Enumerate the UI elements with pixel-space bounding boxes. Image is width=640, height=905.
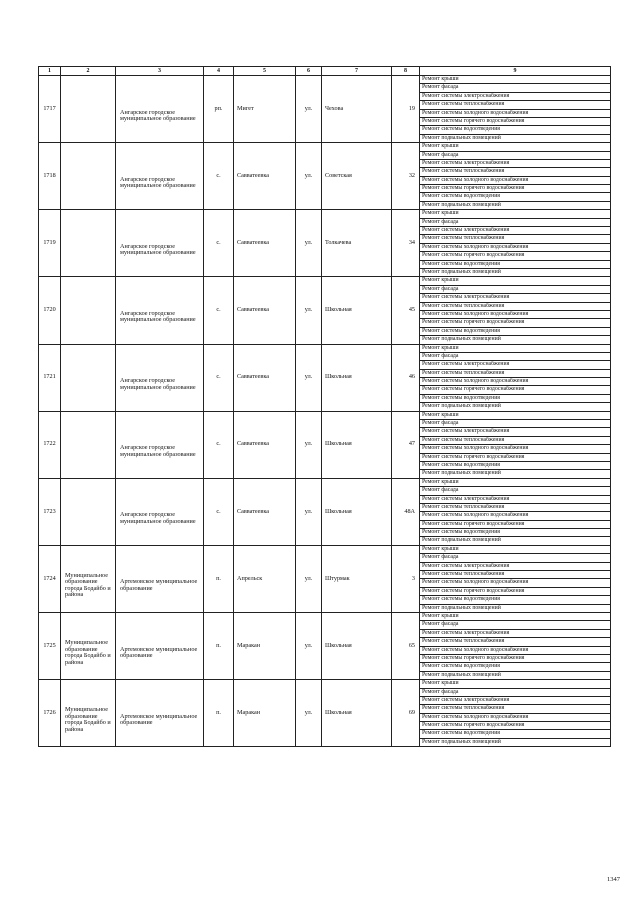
table-row — [39, 411, 611, 478]
district-cell — [61, 344, 116, 411]
work-item: Ремонт системы водоотведения — [420, 193, 610, 201]
work-item: Ремонт системы электроснабжения — [420, 361, 610, 369]
work-item: Ремонт системы электроснабжения — [420, 160, 610, 168]
municipality-cell — [116, 210, 204, 277]
works-cell — [420, 411, 611, 478]
municipality-cell-text: Ангарское городское муниципальное образование — [120, 242, 196, 257]
table-row — [39, 545, 611, 612]
column-header: 7 — [322, 67, 392, 76]
table-row — [39, 344, 611, 411]
house-number-cell: 46 — [392, 344, 420, 411]
settlement-type-cell: п. — [204, 680, 234, 747]
district-cell-text — [65, 102, 115, 116]
work-item: Ремонт подвальных помещений — [422, 134, 501, 141]
work-item: Ремонт фасада — [420, 621, 610, 629]
municipality-cell-text: Ангарское городское муниципальное образование — [120, 377, 196, 391]
work-item: Ремонт крыши — [420, 210, 610, 218]
work-item: Ремонт крыши — [420, 277, 610, 285]
work-item: Ремонт системы теплоснабжения — [420, 168, 610, 176]
district-cell-text — [65, 438, 115, 452]
work-item: Ремонт системы водоотведения — [420, 261, 610, 269]
header-row — [39, 67, 611, 76]
works-cell — [420, 277, 611, 344]
street-type-cell: ул. — [296, 680, 322, 747]
work-item: Ремонт фасада — [420, 219, 610, 227]
settlement-cell: Апрельск — [234, 545, 296, 612]
work-item: Ремонт системы электроснабжения — [420, 563, 610, 571]
work-item: Ремонт системы водоотведения — [420, 529, 610, 537]
district-cell — [61, 143, 116, 210]
municipality-cell-text: Ангарское городское муниципальное образование — [120, 444, 196, 458]
district-cell-text — [65, 371, 115, 385]
work-item: Ремонт системы холодного водоснабжения — [420, 177, 610, 185]
settlement-cell: Савватеевка — [234, 210, 296, 277]
repair-register-table — [38, 66, 611, 747]
work-item: Ремонт подвальных помещений — [422, 537, 501, 544]
settlement-type-cell: с. — [204, 344, 234, 411]
work-item: Ремонт системы теплоснабжения — [420, 437, 610, 445]
work-item: Ремонт системы электроснабжения — [420, 697, 610, 705]
work-item: Ремонт системы холодного водоснабжения — [420, 445, 610, 453]
work-item: Ремонт системы электроснабжения — [420, 428, 610, 436]
municipality-cell — [116, 478, 204, 545]
street-type-cell: ул. — [296, 76, 322, 143]
work-item: Ремонт системы холодного водоснабжения — [420, 714, 610, 722]
street-cell: Школьная — [322, 478, 392, 545]
work-item: Ремонт подвальных помещений — [422, 738, 501, 745]
street-cell: Школьная — [322, 411, 392, 478]
work-item: Ремонт системы горячего водоснабжения — [420, 386, 610, 394]
work-item: Ремонт системы теплоснабжения — [420, 571, 610, 579]
work-item: Ремонт подвальных помещений — [422, 201, 501, 208]
municipality-cell — [116, 411, 204, 478]
work-item: Ремонт системы теплоснабжения — [420, 504, 610, 512]
house-number-cell: 19 — [392, 76, 420, 143]
settlement-type-cell: с. — [204, 143, 234, 210]
row-number: 1717 — [39, 76, 61, 143]
work-item: Ремонт системы электроснабжения — [420, 93, 610, 101]
work-item: Ремонт фасада — [420, 554, 610, 562]
work-item: Ремонт крыши — [420, 345, 610, 353]
street-type-cell: ул. — [296, 478, 322, 545]
work-item: Ремонт системы электроснабжения — [420, 630, 610, 638]
street-cell: Толкачева — [322, 210, 392, 277]
district-cell-text — [65, 505, 115, 519]
district-cell — [61, 411, 116, 478]
work-item: Ремонт системы холодного водоснабжения — [420, 512, 610, 520]
municipality-cell-text: Ангарское городское муниципальное образование — [120, 309, 196, 324]
row-number: 1721 — [39, 344, 61, 411]
street-type-cell: ул. — [296, 210, 322, 277]
house-number-cell: 34 — [392, 210, 420, 277]
settlement-type-cell: п. — [204, 545, 234, 612]
work-item: Ремонт системы теплоснабжения — [420, 235, 610, 243]
row-number: 1723 — [39, 478, 61, 545]
work-item: Ремонт фасада — [420, 353, 610, 361]
work-item: Ремонт крыши — [420, 479, 610, 487]
settlement-type-cell: с. — [204, 478, 234, 545]
district-cell — [61, 680, 116, 747]
municipality-cell-text: Ангарское городское муниципальное образование — [120, 511, 196, 525]
work-item: Ремонт системы электроснабжения — [420, 227, 610, 235]
work-item: Ремонт фасада — [420, 420, 610, 428]
street-type-cell: ул. — [296, 613, 322, 680]
work-item: Ремонт системы теплоснабжения — [420, 101, 610, 109]
district-cell — [61, 545, 116, 612]
works-cell — [420, 478, 611, 545]
work-item: Ремонт системы холодного водоснабжения — [420, 579, 610, 587]
street-type-cell: ул. — [296, 411, 322, 478]
work-item: Ремонт системы теплоснабжения — [420, 370, 610, 378]
district-cell — [61, 210, 116, 277]
row-number: 1724 — [39, 545, 61, 612]
work-item: Ремонт системы холодного водоснабжения — [420, 378, 610, 386]
municipality-cell-text: Артемовское муниципальное образование — [120, 578, 198, 592]
work-item: Ремонт системы электроснабжения — [420, 496, 610, 504]
settlement-cell: Савватеевка — [234, 478, 296, 545]
work-item: Ремонт подвальных помещений — [422, 268, 501, 275]
column-header: 8 — [392, 67, 420, 76]
settlement-type-cell: с. — [204, 411, 234, 478]
work-item: Ремонт фасада — [420, 286, 610, 294]
municipality-cell — [116, 277, 204, 344]
works-cell — [420, 680, 611, 747]
work-item: Ремонт системы холодного водоснабжения — [420, 311, 610, 319]
work-item: Ремонт подвальных помещений — [422, 336, 501, 343]
district-cell-text — [65, 303, 115, 317]
table-row — [39, 210, 611, 277]
work-item: Ремонт системы водоотведения — [420, 126, 610, 134]
street-cell: Школьная — [322, 613, 392, 680]
house-number-cell: 45 — [392, 277, 420, 344]
district-cell-text — [65, 236, 115, 250]
street-type-cell: ул. — [296, 143, 322, 210]
row-number: 1720 — [39, 277, 61, 344]
work-item: Ремонт системы водоотведения — [420, 395, 610, 403]
work-item: Ремонт системы горячего водоснабжения — [420, 521, 610, 529]
work-item: Ремонт системы водоотведения — [420, 663, 610, 671]
street-cell: Штурмак — [322, 545, 392, 612]
table-row — [39, 76, 611, 143]
settlement-type-cell: рп. — [204, 76, 234, 143]
work-item: Ремонт крыши — [420, 546, 610, 554]
municipality-cell — [116, 680, 204, 747]
work-item: Ремонт системы горячего водоснабжения — [420, 655, 610, 663]
table-row — [39, 478, 611, 545]
column-header: 4 — [204, 67, 234, 76]
house-number-cell: 47 — [392, 411, 420, 478]
house-number-cell: 32 — [392, 143, 420, 210]
works-cell — [420, 210, 611, 277]
work-item: Ремонт системы холодного водоснабжения — [420, 244, 610, 252]
work-item: Ремонт крыши — [420, 143, 610, 151]
work-item: Ремонт системы водоотведения — [420, 328, 610, 336]
street-type-cell: ул. — [296, 277, 322, 344]
work-item: Ремонт системы горячего водоснабжения — [420, 588, 610, 596]
municipality-cell-text: Ангарское городское муниципальное образование — [120, 175, 196, 190]
settlement-cell: Мигет — [234, 76, 296, 143]
table-row — [39, 680, 611, 747]
work-item: Ремонт крыши — [420, 76, 610, 84]
table-row — [39, 613, 611, 680]
row-number: 1725 — [39, 613, 61, 680]
work-item: Ремонт системы водоотведения — [420, 730, 610, 738]
work-item: Ремонт подвальных помещений — [422, 403, 501, 410]
column-header: 2 — [61, 67, 116, 76]
column-header: 3 — [116, 67, 204, 76]
street-type-cell: ул. — [296, 545, 322, 612]
municipality-cell — [116, 76, 204, 143]
house-number-cell: 69 — [392, 680, 420, 747]
district-cell — [61, 613, 116, 680]
district-cell — [61, 76, 116, 143]
work-item: Ремонт системы водоотведения — [420, 596, 610, 604]
work-item: Ремонт фасада — [420, 84, 610, 92]
street-cell: Школьная — [322, 680, 392, 747]
works-cell — [420, 545, 611, 612]
work-item: Ремонт системы электроснабжения — [420, 294, 610, 302]
row-number: 1718 — [39, 143, 61, 210]
work-item: Ремонт системы теплоснабжения — [420, 638, 610, 646]
work-item: Ремонт крыши — [420, 680, 610, 688]
street-type-cell: ул. — [296, 344, 322, 411]
street-cell: Чехова — [322, 76, 392, 143]
work-item: Ремонт системы теплоснабжения — [420, 303, 610, 311]
settlement-cell: Маракан — [234, 613, 296, 680]
works-cell — [420, 344, 611, 411]
district-cell-text — [65, 169, 115, 183]
street-cell: Школьная — [322, 277, 392, 344]
column-header: 6 — [296, 67, 322, 76]
municipality-cell — [116, 344, 204, 411]
work-item: Ремонт системы горячего водоснабжения — [420, 118, 610, 126]
district-cell-text: Муниципальное образование города Бодайбо и района — [65, 706, 111, 733]
work-item: Ремонт системы холодного водоснабжения — [420, 110, 610, 118]
row-number: 1722 — [39, 411, 61, 478]
house-number-cell: 48А — [392, 478, 420, 545]
work-item: Ремонт подвальных помещений — [422, 470, 501, 477]
district-cell-text: Муниципальное образование города Бодайбо и района — [65, 571, 111, 599]
settlement-cell: Маракан — [234, 680, 296, 747]
municipality-cell — [116, 143, 204, 210]
row-number: 1719 — [39, 210, 61, 277]
work-item: Ремонт крыши — [420, 412, 610, 420]
street-cell: Школьная — [322, 344, 392, 411]
work-item: Ремонт фасада — [420, 689, 610, 697]
table-body — [39, 76, 611, 747]
district-cell — [61, 478, 116, 545]
municipality-cell — [116, 545, 204, 612]
municipality-cell — [116, 613, 204, 680]
table-row — [39, 143, 611, 210]
settlement-cell: Савватеевка — [234, 277, 296, 344]
settlement-type-cell: п. — [204, 613, 234, 680]
column-header: 9 — [420, 67, 611, 76]
street-cell: Советская — [322, 143, 392, 210]
table-row — [39, 277, 611, 344]
house-number-cell: 3 — [392, 545, 420, 612]
work-item: Ремонт системы горячего водоснабжения — [420, 319, 610, 327]
work-item: Ремонт крыши — [420, 613, 610, 621]
municipality-cell-text: Артемовское муниципальное образование — [120, 645, 198, 660]
page-number: 1347 — [607, 876, 620, 883]
work-item: Ремонт системы водоотведения — [420, 462, 610, 470]
municipality-cell-text: Ангарское городское муниципальное образование — [120, 108, 196, 123]
work-item: Ремонт системы горячего водоснабжения — [420, 722, 610, 730]
district-cell — [61, 277, 116, 344]
settlement-cell: Савватеевка — [234, 411, 296, 478]
work-item: Ремонт фасада — [420, 487, 610, 495]
works-cell — [420, 613, 611, 680]
column-header: 5 — [234, 67, 296, 76]
settlement-type-cell: с. — [204, 210, 234, 277]
settlement-type-cell: с. — [204, 277, 234, 344]
works-cell — [420, 76, 611, 143]
work-item: Ремонт системы горячего водоснабжения — [420, 252, 610, 260]
work-item: Ремонт системы горячего водоснабжения — [420, 454, 610, 462]
work-item: Ремонт системы теплоснабжения — [420, 705, 610, 713]
work-item: Ремонт подвальных помещений — [422, 604, 501, 611]
row-number: 1726 — [39, 680, 61, 747]
work-item: Ремонт подвальных помещений — [422, 671, 501, 678]
district-cell-text: Муниципальное образование города Бодайбо и района — [65, 639, 111, 666]
municipality-cell-text: Артемовское муниципальное образование — [120, 712, 198, 727]
column-header: 1 — [39, 67, 61, 76]
work-item: Ремонт фасада — [420, 152, 610, 160]
settlement-cell: Савватеевка — [234, 344, 296, 411]
work-item: Ремонт системы горячего водоснабжения — [420, 185, 610, 193]
settlement-cell: Савватеевка — [234, 143, 296, 210]
house-number-cell: 65 — [392, 613, 420, 680]
work-item: Ремонт системы холодного водоснабжения — [420, 647, 610, 655]
works-cell — [420, 143, 611, 210]
